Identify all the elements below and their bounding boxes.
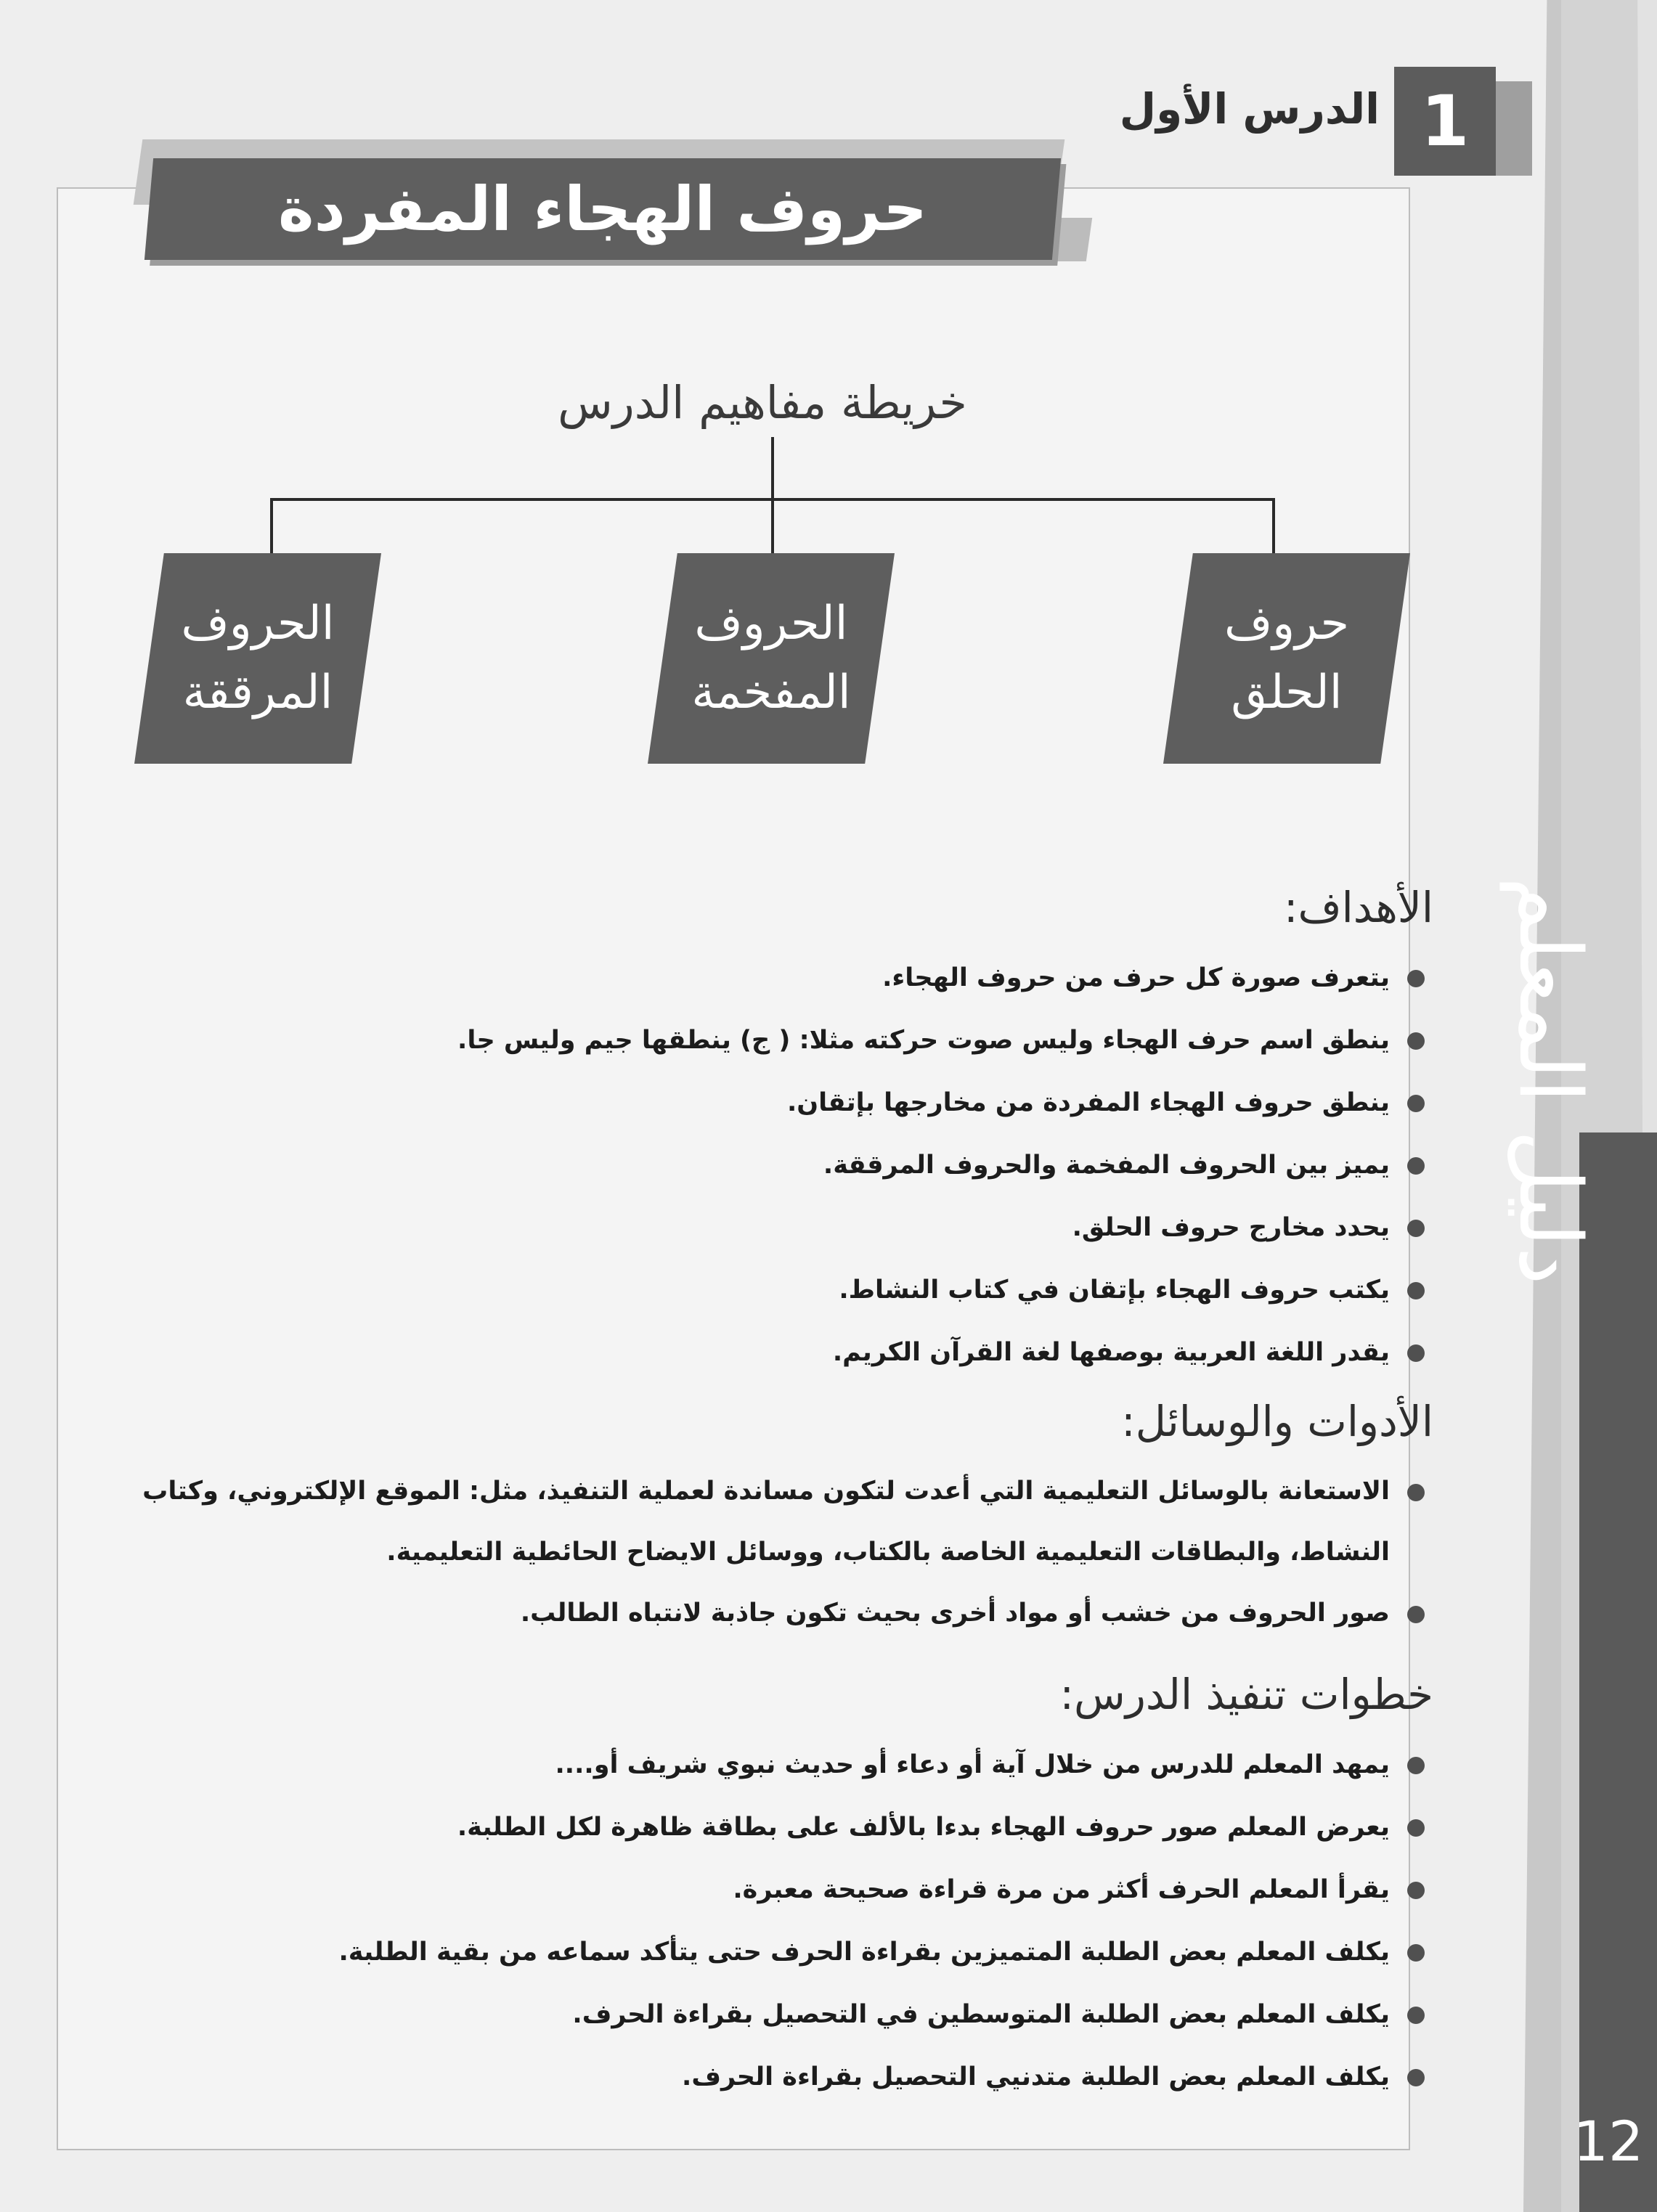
bullet-icon — [1407, 1606, 1425, 1623]
list-item: يتعرف صورة كل حرف من حروف الهجاء. — [190, 947, 1425, 1009]
concept-map-title: خريطة مفاهيم الدرس — [558, 376, 967, 429]
list-item: يحدد مخارج حروف الحلق. — [190, 1196, 1425, 1259]
connector-line — [270, 498, 273, 556]
objectives-heading: الأهداف: — [1283, 883, 1433, 932]
lesson-title: حروف الهجاء المفردة — [278, 174, 927, 245]
tools-heading: الأدوات والوسائل: — [1121, 1397, 1433, 1446]
objectives-list — [190, 947, 1425, 1384]
concept-node-line: الحروف — [181, 597, 335, 650]
connector-line — [771, 437, 774, 501]
bullet-icon — [1407, 1819, 1425, 1837]
list-item: يكلف المعلم بعض الطلبة المتوسطين في التحصيل بقراءة الحرف. — [190, 1983, 1425, 2046]
list-item: يميز بين الحروف المفخمة والحروف المرققة. — [190, 1134, 1425, 1196]
bullet-icon — [1407, 970, 1425, 987]
list-item: يكلف المعلم بعض الطلبة المتميزين بقراءة الحرف حتى يتأكد سماعه من بقية الطلبة. — [190, 1921, 1425, 1983]
list-item: ينطق حروف الهجاء المفردة من مخارجها بإتقان. — [190, 1072, 1425, 1134]
concept-node-line: حروف — [1224, 597, 1350, 650]
teacher-guide-title: دليل المعلم — [1500, 876, 1600, 1285]
concept-node-line: المفخمة — [691, 666, 851, 719]
connector-line — [771, 498, 774, 556]
concept-node-text — [1163, 553, 1410, 764]
bullet-icon — [1407, 2069, 1425, 2086]
bullet-icon — [1407, 1882, 1425, 1899]
bullet-icon — [1407, 1344, 1425, 1362]
concept-node-line: الحروف — [694, 597, 848, 650]
concept-node-line: الحلق — [1231, 666, 1343, 719]
bullet-icon — [1407, 1032, 1425, 1050]
bullet-icon — [1407, 1095, 1425, 1112]
bullet-icon — [1407, 2007, 1425, 2024]
bullet-icon — [1407, 1282, 1425, 1299]
list-item: يقدر اللغة العربية بوصفها لغة القرآن الكريم. — [190, 1321, 1425, 1384]
lesson-number: 1 — [1394, 67, 1496, 176]
concept-node-text — [134, 553, 381, 764]
bullet-icon — [1407, 1157, 1425, 1175]
list-item: يكتب حروف الهجاء بإتقان في كتاب النشاط. — [190, 1259, 1425, 1321]
bullet-icon — [1407, 1484, 1425, 1501]
list-item: يعرض المعلم صور حروف الهجاء بدءا بالألف على بطاقة ظاهرة لكل الطلبة. — [190, 1796, 1425, 1858]
bullet-icon — [1407, 1220, 1425, 1237]
concept-node-text — [648, 553, 895, 764]
steps-heading: خطوات تنفيذ الدرس: — [1059, 1670, 1433, 1719]
side-strip-dark — [1579, 1132, 1657, 2212]
steps-list — [190, 1734, 1425, 2108]
lesson-label: الدرس الأول — [1119, 84, 1380, 134]
list-item: يمهد المعلم للدرس من خلال آية أو دعاء أو حديث نبوي شريف أو.... — [190, 1734, 1425, 1796]
list-item: يقرأ المعلم الحرف أكثر من مرة قراءة صحيحة معبرة. — [190, 1858, 1425, 1921]
bullet-icon — [1407, 1757, 1425, 1774]
connector-line — [1272, 498, 1275, 556]
list-item: صور الحروف من خشب أو مواد أخرى بحيث تكون جاذبة لانتباه الطالب. — [74, 1583, 1425, 1644]
concept-node-line: المرققة — [182, 666, 333, 719]
list-item: ينطق اسم حرف الهجاء وليس صوت حركته مثلا: ( ج) ينطقها جيم وليس جا. — [190, 1009, 1425, 1072]
list-item: يكلف المعلم بعض الطلبة متدنيي التحصيل بقراءة الحرف. — [190, 2046, 1425, 2108]
tools-list — [74, 1461, 1425, 1644]
list-item: الاستعانة بالوسائل التعليمية التي أعدت لتكون مساندة لعملية التنفيذ، مثل: الموقع الإلكتروني، وكتاب النشاط، والبطاقات التعليمية الخاصة بالكتاب، ووسائل الايضاح الحائطية التعليمية. — [74, 1461, 1425, 1583]
page-number: 12 — [1573, 2109, 1644, 2174]
bullet-icon — [1407, 1944, 1425, 1962]
